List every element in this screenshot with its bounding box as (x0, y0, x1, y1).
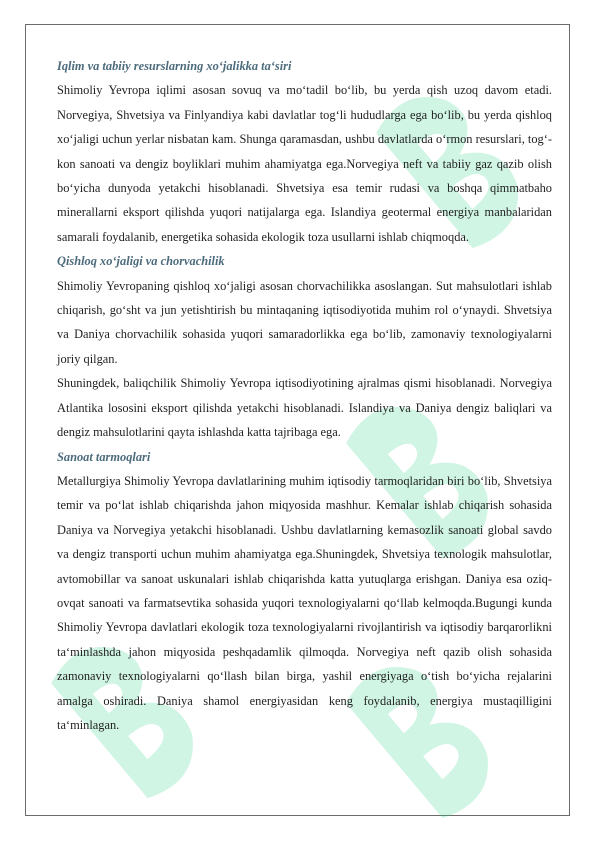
section-heading: Sanoat tarmoqlari (57, 449, 151, 464)
paragraph: Shuningdek, baliqchilik Shimoliy Yevropa iqtisodiyotining ajralmas qismi hisoblanadi. Norvegiya Atlantika lososini eksport qilishda yetakchi hisoblanadi. Islandiya va Daniya dengiz baliqlari va dengiz mahsulotlarini qayta ishlashda katta tajribaga ega. (57, 376, 552, 440)
section-climate (57, 54, 552, 249)
section-heading: Qishloq xo‘jaligi va chorvachilik (57, 254, 225, 269)
paragraph: Shimoliy Yevropaning qishloq xo‘jaligi asosan chorvachilikka asoslangan. Sut mahsulotlari ishlab chiqarish, go‘sht va jun yetishtirish bu mintaqaning iqtisodiyotida muhim rol o‘ynaydi. Shvetsiya va Daniya chorvachilik sohasida yuqori samaradorlikka ega bo‘lib, zamonaviy texnologiyalarni joriy qilgan. (57, 278, 552, 366)
paragraph: Metallurgiya Shimoliy Yevropa davlatlarining muhim iqtisodiy tarmoqlaridan biri bo‘lib, Shvetsiya temir va po‘lat ishlab chiqarishda jahon miqyosida mashhur. Kemalar ishlab chiqarish sohasida Daniya va Norvegiya yetakchi hisoblanadi. Ushbu davlatlarning kemasozlik sanoati global savdo va dengiz transporti uchun muhim ahamiyatga ega.Shuningdek, Shvetsiya texnologik mahsulotlar, avtomobillar va sanoat uskunalari ishlab chiqarishda katta yutuqlarga erishgan. Daniya esa oziq-ovqat sanoati va farmatsevtika sohasida yuqori texnologiyalarni qo‘llab kelmoqda.Bugungi kunda Shimoliy Yevropa davlatlari ekologik toza texnologiyalarni rivojlantirish va iqtisodiy barqarorlikni ta‘minlashda jahon miqyosida peshqadamlik qilmoqda. Norvegiya neft qazib olish sohasida zamonaviy texnologiyalarni qo‘llash bilan birga, yashil energiyaga o‘tish bo‘yicha rejalarini amalga oshiradi. Daniya shamol energiyasidan keng foydalanib, energiya mustaqilligini ta‘minlagan. (57, 473, 552, 732)
document-body (57, 54, 552, 737)
section-industry (57, 445, 552, 738)
section-agriculture (57, 249, 552, 444)
paragraph: Shimoliy Yevropa iqlimi asosan sovuq va mo‘tadil bo‘lib, bu yerda qish uzoq davom etadi. Norvegiya, Shvetsiya va Finlyandiya kabi davlatlar tog‘li hududlarga ega bo‘lib, bu yerda qishloq xo‘jaligi uchun yerlar nisbatan kam. Shunga qaramasdan, ushbu davlatlarda o‘rmon resurslari, tog‘-kon sanoati va dengiz boyliklari muhim ahamiyatga ega.Norvegiya neft va tabiiy gaz qazib olish bo‘yicha dunyoda yetakchi hisoblanadi. Shvetsiya esa temir rudasi va boshqa qimmatbaho minerallarni eksport qilishda yuqori natijalarga ega. Islandiya geotermal energiya manbalaridan samarali foydalanib, energetika sohasida ekologik toza usullarni ishlab chiqmoqda. (57, 83, 552, 244)
section-heading: Iqlim va tabiiy resurslarning xo‘jalikka ta‘siri (57, 59, 292, 73)
